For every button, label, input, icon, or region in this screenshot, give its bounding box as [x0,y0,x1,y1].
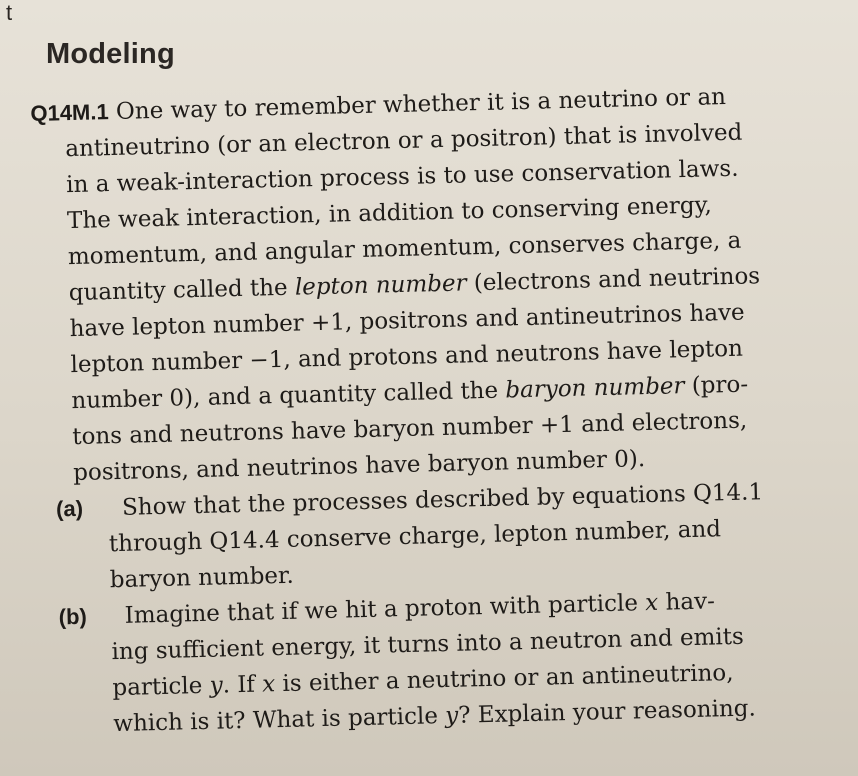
part-a-line: through Q14.4 conserve charge, lepton number, and [108,516,722,558]
part-b-text: ? Explain your reasoning. [457,695,757,729]
part-b-line: ing sufficient energy, it turns into a neutron and emits [111,623,745,666]
part-b-text: particle [112,672,210,702]
section-heading: Modeling [46,38,175,70]
problem-line: antineutrino (or an electron or a positron) that is involved [64,119,743,163]
part-b-text: . If [222,671,263,699]
problem-line: momentum, and angular momentum, conserves charge, a [67,227,742,271]
part-b-label: (b) [58,603,88,630]
problem-text: quantity called the [68,274,296,307]
problem-line: tons and neutrons have baryon number +1 and electrons, [72,407,748,451]
part-a-line: baryon number. [109,562,295,594]
problem-line: have lepton number +1, positrons and antineutrinos have [69,299,745,343]
problem-text: number 0), and a quantity called the [71,377,506,415]
variable-x: x [261,671,276,698]
problem-line: The weak interaction, in addition to conserving energy, [66,192,713,235]
problem-text: One way to remember whether it is a neutrino or an [108,84,727,126]
part-a-label: (a) [55,495,84,522]
page-corner-mark: t [6,0,13,25]
part-b-text: hav- [657,588,716,616]
variable-y: y [209,672,223,699]
problem-text-block [30,76,846,743]
problem-line: lepton number −1, and protons and neutrons have lepton [70,335,744,379]
problem-number: Q14M.1 [30,99,109,126]
term-baryon-number: baryon number [505,373,685,404]
problem-text: (electrons and neutrinos [466,263,761,297]
problem-line: positrons, and neutrinos have baryon number 0). [72,446,646,487]
problem-text: (pro- [684,371,749,400]
variable-x: x [644,589,659,617]
term-lepton-number: lepton number [294,270,467,301]
part-b-text: which is it? What is particle [113,703,446,738]
variable-y: y [444,702,459,730]
problem-line: in a weak-interaction process is to use conservation laws. [65,155,739,199]
part-a-text: Show that the processes described by equations Q14.1 [121,479,764,521]
part-b-text: Imagine that if we hit a proton with particle [124,590,646,629]
part-b-text: is either a neutrino or an antineutrino, [274,659,734,698]
